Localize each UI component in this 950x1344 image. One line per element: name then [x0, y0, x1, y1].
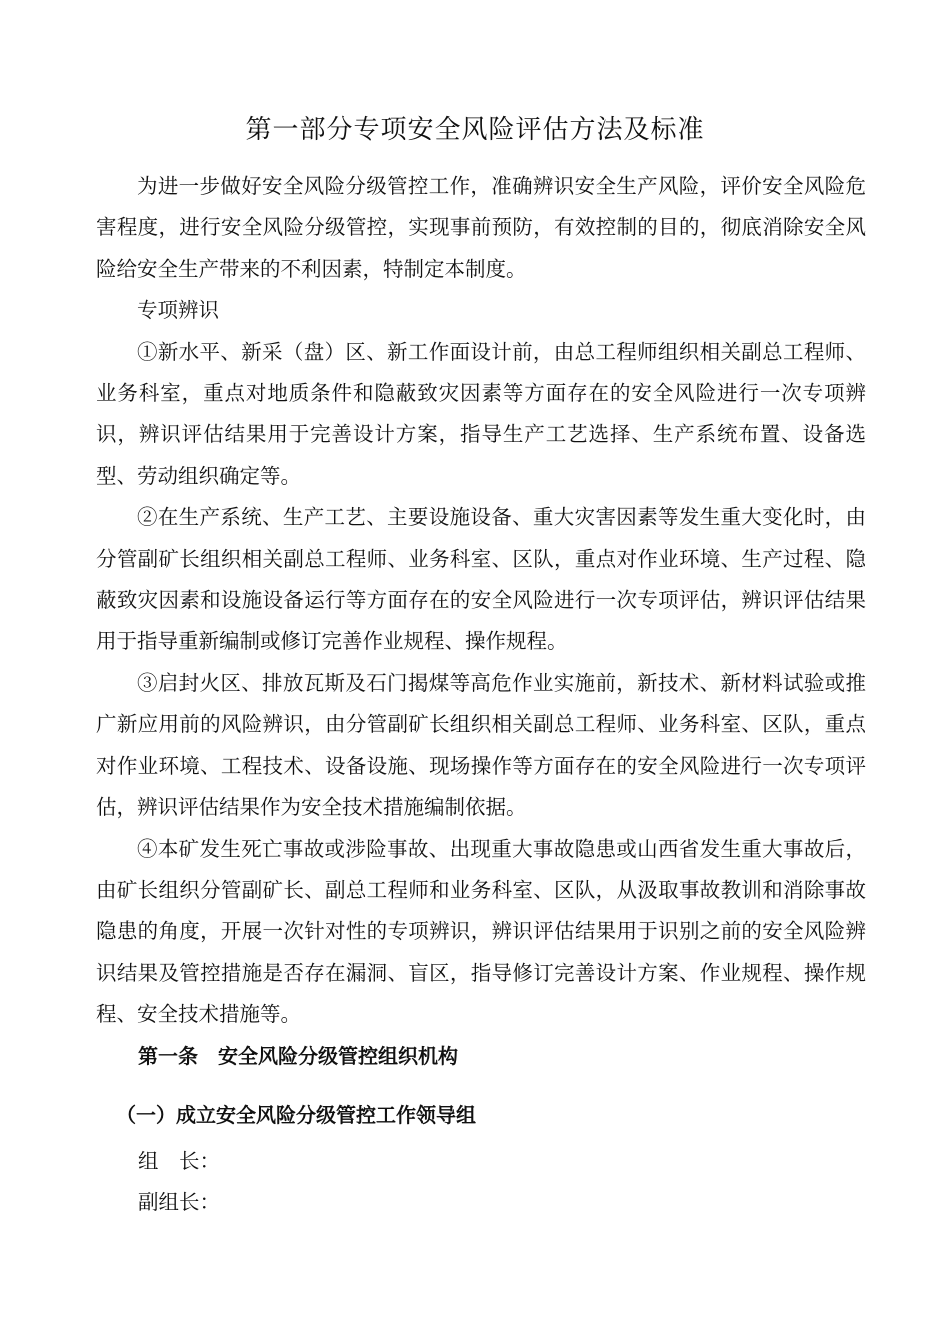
document-body	[96, 166, 866, 1036]
role-deputy-label: 副组长：	[138, 1190, 220, 1214]
document-title: 第一部分专项安全风险评估方法及标准	[245, 115, 705, 145]
paragraph-intro: 为进一步做好安全风险分级管控工作，准确辨识安全生产风险，评价安全风险危害程度，进行安全风险分级管控，实现事前预防，有效控制的目的，彻底消除安全风险给安全生产带来的不利因素，特制定本制度。	[96, 174, 866, 281]
paragraph-special-identification: 专项辨识	[137, 298, 219, 323]
paragraph-item-2: ②在生产系统、生产工艺、主要设施设备、重大灾害因素等发生重大变化时，由分管副矿长组织相关副总工程师、业务科室、区队，重点对作业环境、生产过程、隐蔽致灾因素和设施设备运行等方面存在的安全风险进行一次专项评估，辨识评估结果用于指导重新编制或修订完善作业规程、操作规程。	[96, 505, 866, 654]
article-heading: 第一条 安全风险分级管控组织机构	[138, 1044, 458, 1068]
paragraph-item-1: ①新水平、新采（盘）区、新工作面设计前，由总工程师组织相关副总工程师、业务科室，重点对地质条件和隐蔽致灾因素等方面存在的安全风险进行一次专项辨识，辨识评估结果用于完善设计方案，指导生产工艺选择、生产系统布置、设备选型、劳动组织确定等。	[96, 339, 866, 488]
role-leader-label: 组 长：	[138, 1149, 220, 1173]
paragraph-item-4: ④本矿发生死亡事故或涉险事故、出现重大事故隐患或山西省发生重大事故后，由矿长组织分管副矿长、副总工程师和业务科室、区队，从汲取事故教训和消除事故隐患的角度，开展一次针对性的专项辨识，辨识评估结果用于识别之前的安全风险辨识结果及管控措施是否存在漏洞、盲区，指导修订完善设计方案、作业规程、操作规程、安全技术措施等。	[96, 836, 866, 1027]
section-subheading: （一）成立安全风险分级管控工作领导组	[116, 1103, 476, 1127]
paragraph-item-3: ③启封火区、排放瓦斯及石门揭煤等高危作业实施前，新技术、新材料试验或推广新应用前的风险辨识，由分管副矿长组织相关副总工程师、业务科室、区队，重点对作业环境、工程技术、设备设施、现场操作等方面存在的安全风险进行一次专项评估，辨识评估结果作为安全技术措施编制依据。	[96, 670, 866, 820]
